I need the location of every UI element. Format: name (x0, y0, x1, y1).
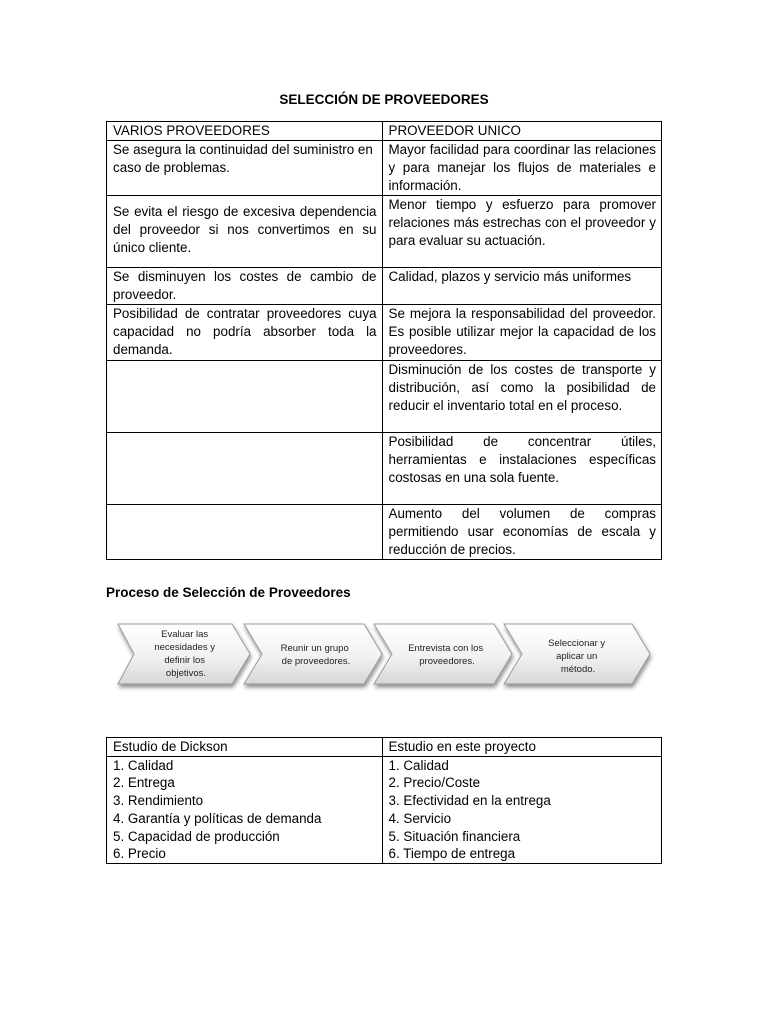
step-line: Reunir un grupo (280, 643, 349, 654)
step-line: proveedores. (419, 656, 475, 667)
list-item: 4. Garantía y políticas de demanda (113, 810, 322, 826)
table-cell: Posibilidad de contratar proveedores cuya capacidad no podría absorber toda la demanda. (107, 305, 383, 361)
step-line: Entrevista con los (408, 643, 484, 654)
step-line: objetivos. (165, 668, 207, 679)
suppliers-comparison-table (106, 121, 662, 560)
table-cell (107, 505, 383, 560)
header-varios-proveedores: VARIOS PROVEEDORES (107, 122, 383, 141)
chevron-shape (244, 624, 382, 684)
table-row (107, 756, 662, 863)
list-item: 4. Servicio (388, 810, 452, 826)
table-row (107, 196, 662, 268)
table-row (107, 505, 662, 560)
table-cell: Aumento del volumen de compras permitiendo usar economías de escala y reducción de precios. (382, 505, 661, 560)
process-step-2 (244, 624, 382, 684)
step-line: necesidades y (154, 642, 216, 653)
process-step-3 (374, 624, 512, 684)
table-cell (107, 361, 383, 433)
table-cell: Se disminuyen los costes de cambio de proveedor. (107, 268, 383, 305)
table-row (107, 433, 662, 505)
list-item: 5. Situación financiera (388, 828, 521, 844)
table-cell: Posibilidad de concentrar útiles, herramientas e instalaciones específicas costosas en una sola fuente. (382, 433, 661, 505)
table-cell (382, 756, 662, 863)
table-row (107, 361, 662, 433)
table-row (107, 141, 662, 196)
header-estudio-proyecto: Estudio en este proyecto (382, 738, 662, 757)
step-line: aplicar un (556, 651, 598, 662)
list-item: 6. Tiempo de entrega (388, 846, 516, 862)
table-header-row (107, 122, 662, 141)
table-row (107, 268, 662, 305)
table-cell: Disminución de los costes de transporte y distribución, así como la posibilidad de reducir el inventario total en el proceso. (382, 361, 661, 433)
header-estudio-dickson: Estudio de Dickson (107, 738, 383, 757)
table-row (107, 305, 662, 361)
list-item: 3. Rendimiento (113, 793, 204, 809)
step-line: de proveedores. (281, 656, 351, 667)
list-item: 6. Precio (113, 846, 166, 862)
list-item: 2. Precio/Coste (388, 775, 481, 791)
chevron-shape (374, 624, 512, 684)
header-proveedor-unico: PROVEEDOR UNICO (382, 122, 661, 141)
step-line: definir los (164, 655, 206, 666)
table-cell (107, 756, 383, 863)
process-flow-diagram (116, 620, 656, 695)
dickson-study-table (106, 737, 662, 864)
process-step-1 (118, 624, 250, 684)
list-item: 1. Calidad (388, 757, 449, 773)
table-cell: Menor tiempo y esfuerzo para promover relaciones más estrechas con el proveedor y para evaluar su actuación. (382, 196, 661, 268)
table-cell (107, 433, 383, 505)
list-item: 2. Entrega (113, 775, 175, 791)
cell-text: Se asegura la continuidad del suministro en caso de problemas. (113, 142, 373, 175)
table-cell: Se mejora la responsabilidad del proveedor. Es posible utilizar mejor la capacidad de los proveedores. (382, 305, 661, 361)
document-title: SELECCIÓN DE PROVEEDORES (279, 92, 489, 107)
step-line: Seleccionar y (548, 638, 606, 649)
step-line: Evaluar las (161, 629, 209, 640)
list-item: 1. Calidad (113, 757, 174, 773)
list-item: 3. Efectividad en la entrega (388, 793, 551, 809)
process-step-4 (504, 624, 650, 684)
table-cell: Mayor facilidad para coordinar las relaciones y para manejar los flujos de materiales e información. (382, 141, 661, 196)
table-header-row (107, 738, 662, 757)
process-title: Proceso de Selección de Proveedores (106, 585, 351, 600)
table-cell: Calidad, plazos y servicio más uniformes (382, 268, 661, 305)
table-cell (107, 141, 383, 196)
list-item: 5. Capacidad de producción (113, 828, 280, 844)
step-line: método. (560, 664, 596, 675)
table-cell: Se evita el riesgo de excesiva dependencia del proveedor si nos convertimos en su único cliente. (107, 196, 383, 268)
